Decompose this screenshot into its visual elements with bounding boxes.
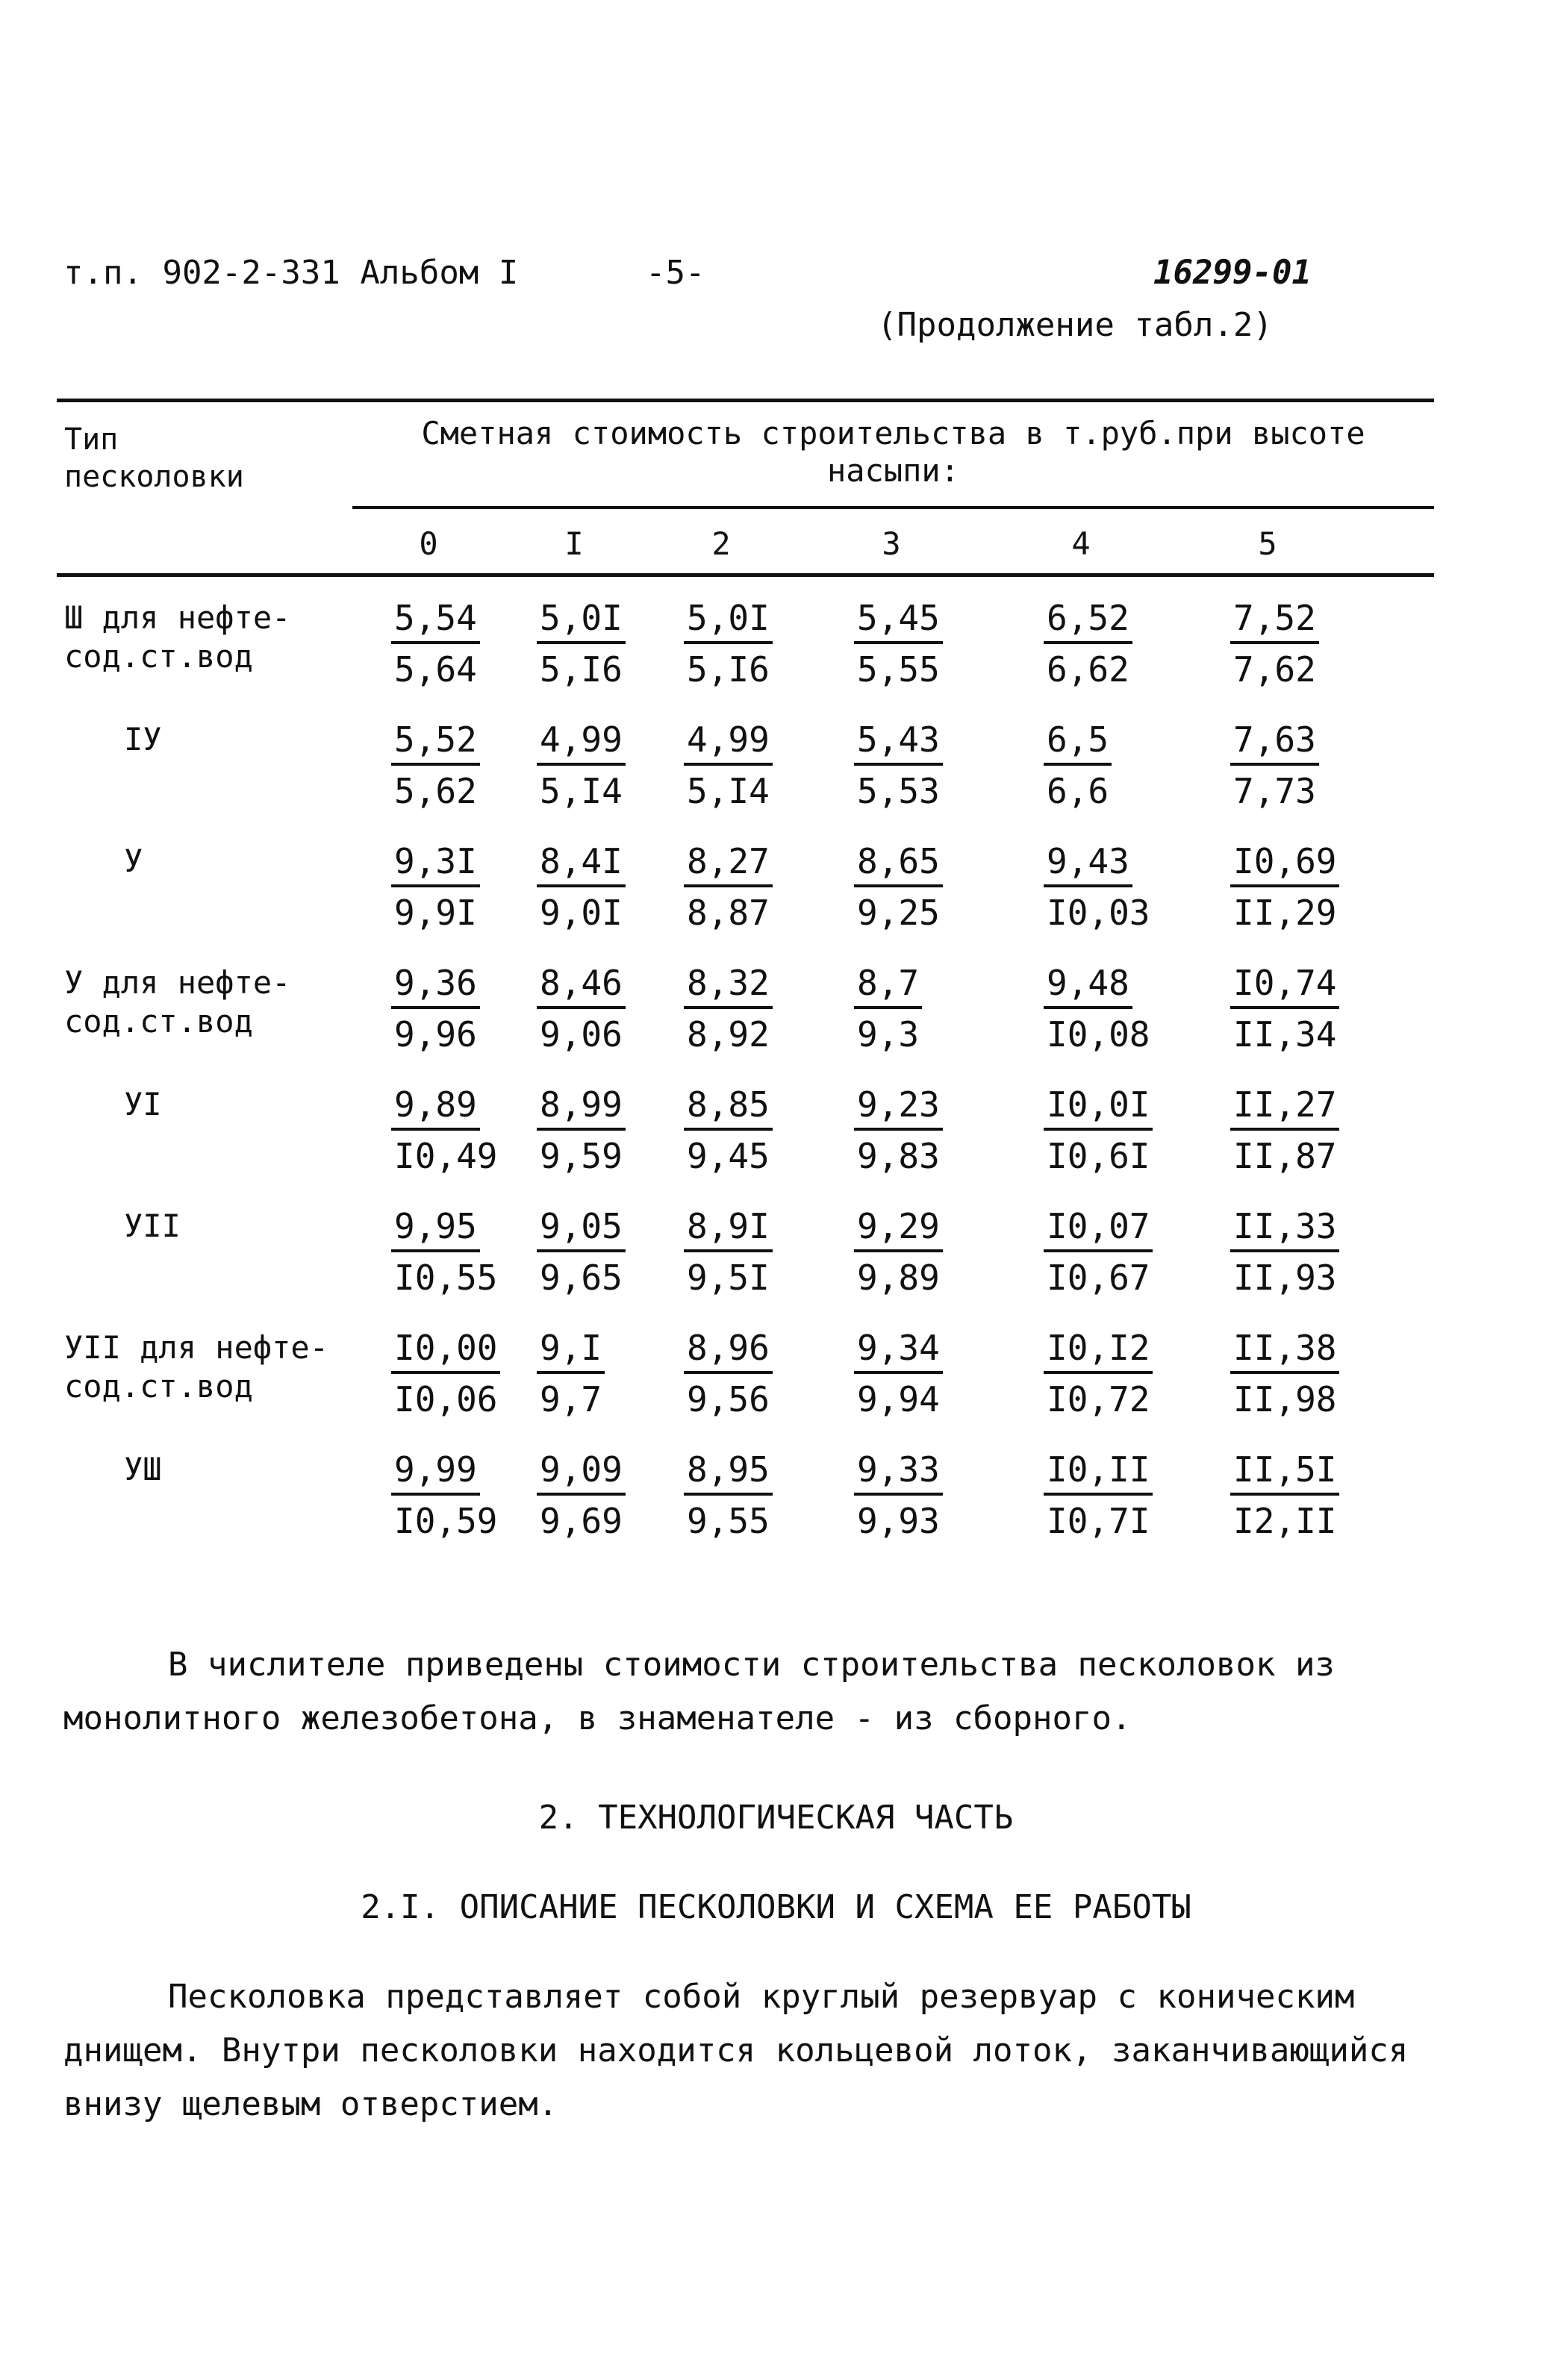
precast-cost: 9,9I [394, 893, 477, 933]
header-divider [352, 506, 1434, 509]
page-number: -5- [646, 254, 705, 292]
document-code: 16299-01 [1153, 254, 1312, 292]
table-row [57, 1201, 1434, 1320]
height-header-1: I [564, 525, 584, 562]
cost-cell [1230, 714, 1319, 816]
precast-cost: I0,49 [394, 1136, 498, 1176]
monolithic-cost: 9,95 [391, 1203, 480, 1252]
cost-cell [854, 1201, 943, 1303]
precast-cost: II,98 [1233, 1379, 1337, 1419]
cost-cell [684, 593, 773, 695]
precast-cost: 9,59 [540, 1136, 623, 1176]
precast-cost: II,87 [1233, 1136, 1337, 1176]
precast-cost: I0,08 [1047, 1014, 1150, 1055]
height-header-3: 3 [882, 525, 901, 562]
cost-cell [1230, 1201, 1339, 1303]
type-label: У [124, 843, 143, 879]
cost-cell [1230, 958, 1339, 1060]
album-reference: т.п. 902-2-331 Альбом I [63, 254, 519, 292]
section-title: 2. ТЕХНОЛОГИЧЕСКАЯ ЧАСТЬ [538, 1799, 1014, 1837]
monolithic-cost: 9,36 [391, 960, 480, 1009]
precast-cost: 9,3 [857, 1014, 920, 1055]
precast-cost: 8,92 [687, 1014, 770, 1055]
monolithic-cost: 9,34 [854, 1325, 943, 1374]
cost-cell [391, 714, 480, 816]
precast-cost: I0,7I [1047, 1501, 1150, 1541]
precast-cost: 9,7 [540, 1379, 602, 1419]
table-top-rule [57, 399, 1434, 402]
monolithic-cost: 8,96 [684, 1325, 773, 1374]
cost-cell [854, 714, 943, 816]
type-label: УШ [124, 1451, 162, 1487]
precast-cost: 9,94 [857, 1379, 940, 1419]
monolithic-cost: 4,99 [684, 716, 773, 766]
monolithic-cost: 8,32 [684, 960, 773, 1009]
monolithic-cost: 9,23 [854, 1081, 943, 1131]
cost-cell [391, 836, 480, 938]
page-header [63, 254, 1482, 351]
precast-cost: 9,96 [394, 1014, 477, 1055]
monolithic-cost: 9,89 [391, 1081, 480, 1131]
monolithic-cost: 6,52 [1044, 595, 1132, 644]
monolithic-cost: 5,0I [537, 595, 626, 644]
cost-cell [537, 593, 626, 695]
table-row [57, 1322, 1434, 1442]
cost-cell [391, 1201, 500, 1303]
monolithic-cost: 9,43 [1044, 838, 1132, 887]
monolithic-cost: 8,9I [684, 1203, 773, 1252]
height-header-4: 4 [1071, 525, 1091, 562]
precast-cost: 9,45 [687, 1136, 770, 1176]
cost-cell [1044, 1444, 1153, 1546]
cost-cell [854, 836, 943, 938]
precast-cost: 9,93 [857, 1501, 940, 1541]
precast-cost: 9,69 [540, 1501, 623, 1541]
precast-cost: I0,06 [394, 1379, 498, 1419]
monolithic-cost: 9,29 [854, 1203, 943, 1252]
precast-cost: I0,67 [1047, 1258, 1150, 1298]
cost-cell [537, 958, 626, 1060]
monolithic-cost: 8,65 [854, 838, 943, 887]
table-row [57, 593, 1434, 712]
precast-cost: 9,89 [857, 1258, 940, 1298]
monolithic-cost: 9,99 [391, 1446, 480, 1496]
monolithic-cost: 8,7 [854, 960, 922, 1009]
precast-cost: II,93 [1233, 1258, 1337, 1298]
table-row [57, 958, 1434, 1077]
monolithic-cost: 5,54 [391, 595, 480, 644]
cost-cell [1230, 1079, 1339, 1181]
precast-cost: 5,I4 [687, 771, 770, 811]
monolithic-cost: II,33 [1230, 1203, 1339, 1252]
monolithic-cost: I0,69 [1230, 838, 1339, 887]
cost-cell [1230, 1444, 1339, 1546]
precast-cost: I0,6I [1047, 1136, 1150, 1176]
cost-cell [684, 1201, 773, 1303]
cost-cell [391, 1322, 500, 1425]
table-row [57, 1079, 1434, 1199]
monolithic-cost: II,27 [1230, 1081, 1339, 1131]
cost-cell [1044, 1201, 1153, 1303]
type-label: УI [124, 1086, 162, 1122]
cost-cell [1230, 836, 1339, 938]
table-continuation: (Продолжение табл.2) [877, 306, 1273, 344]
header-bottom-rule [57, 573, 1434, 577]
type-label: Ш для нефте- сод.ст.вод [64, 599, 291, 675]
precast-cost: 8,87 [687, 893, 770, 933]
type-column-header: Тип песколовки [64, 422, 244, 494]
precast-cost: 5,I6 [687, 649, 770, 690]
monolithic-cost: 4,99 [537, 716, 626, 766]
monolithic-cost: 5,0I [684, 595, 773, 644]
precast-cost: 5,I4 [540, 771, 623, 811]
type-label: У для нефте- сод.ст.вод [64, 964, 291, 1040]
monolithic-cost: I0,I2 [1044, 1325, 1153, 1374]
monolithic-cost: 8,27 [684, 838, 773, 887]
cost-cell [854, 593, 943, 695]
cost-cell [854, 1322, 943, 1425]
monolithic-cost: 9,05 [537, 1203, 626, 1252]
monolithic-cost: 9,48 [1044, 960, 1132, 1009]
precast-cost: 9,06 [540, 1014, 623, 1055]
precast-cost: 9,55 [687, 1501, 770, 1541]
monolithic-cost: I0,II [1044, 1446, 1153, 1496]
precast-cost: II,34 [1233, 1014, 1337, 1055]
cost-cell [1044, 836, 1153, 938]
monolithic-cost: 7,63 [1230, 716, 1319, 766]
cost-cell [391, 593, 480, 695]
precast-cost: 7,62 [1233, 649, 1316, 690]
cost-cell [684, 714, 773, 816]
cost-column-header: Сметная стоимость строительства в т.руб.при высоте насыпи: [421, 415, 1365, 489]
monolithic-cost: I0,07 [1044, 1203, 1153, 1252]
precast-cost: I0,72 [1047, 1379, 1150, 1419]
table-note: В числителе приведены стоимости строительства песколовок из монолитного железобетона, в знаменателе - из сборного. [63, 1646, 1335, 1737]
precast-cost: 5,62 [394, 771, 477, 811]
precast-cost: II,29 [1233, 893, 1337, 933]
precast-cost: 5,53 [857, 771, 940, 811]
cost-cell [537, 1201, 626, 1303]
monolithic-cost: 8,46 [537, 960, 626, 1009]
cost-cell [537, 1322, 605, 1425]
monolithic-cost: 5,43 [854, 716, 943, 766]
precast-cost: I0,59 [394, 1501, 498, 1541]
cost-cell [1044, 958, 1153, 1060]
cost-cell [1044, 714, 1112, 816]
cost-cell [391, 1444, 500, 1546]
monolithic-cost: I0,00 [391, 1325, 500, 1374]
cost-cell [684, 1079, 773, 1181]
body-paragraph: Песколовка представляет собой круглый резервуар с коническим днищем. Внутри песколовки находится кольцевой лоток, заканчивающийся внизу щелевым отверстием. [63, 1978, 1409, 2123]
precast-cost: 5,I6 [540, 649, 623, 690]
precast-cost: 5,55 [857, 649, 940, 690]
precast-cost: 6,62 [1047, 649, 1129, 690]
cost-cell [1230, 593, 1319, 695]
cost-cell [537, 714, 626, 816]
precast-cost: 9,56 [687, 1379, 770, 1419]
subsection-title: 2.I. ОПИСАНИЕ ПЕСКОЛОВКИ И СХЕМА ЕЕ РАБОТЫ [361, 1888, 1191, 1926]
precast-cost: 9,65 [540, 1258, 623, 1298]
cost-cell [1230, 1322, 1339, 1425]
type-label: УII [124, 1208, 181, 1244]
height-header-0: 0 [419, 525, 438, 562]
precast-cost: I2,II [1233, 1501, 1337, 1541]
monolithic-cost: 9,09 [537, 1446, 626, 1496]
cost-cell [391, 1079, 500, 1181]
precast-cost: 6,6 [1047, 771, 1109, 811]
monolithic-cost: 8,95 [684, 1446, 773, 1496]
cost-cell [1044, 593, 1132, 695]
precast-cost: 7,73 [1233, 771, 1316, 811]
precast-cost: 9,25 [857, 893, 940, 933]
precast-cost: 9,83 [857, 1136, 940, 1176]
precast-cost: 5,64 [394, 649, 477, 690]
monolithic-cost: 5,52 [391, 716, 480, 766]
monolithic-cost: 5,45 [854, 595, 943, 644]
cost-cell [684, 836, 773, 938]
monolithic-cost: 6,5 [1044, 716, 1112, 766]
monolithic-cost: 8,99 [537, 1081, 626, 1131]
table-row [57, 714, 1434, 834]
monolithic-cost: 7,52 [1230, 595, 1319, 644]
monolithic-cost: 9,33 [854, 1446, 943, 1496]
monolithic-cost: II,38 [1230, 1325, 1339, 1374]
cost-cell [537, 836, 626, 938]
cost-cell [391, 958, 480, 1060]
monolithic-cost: I0,0I [1044, 1081, 1153, 1131]
precast-cost: 9,5I [687, 1258, 770, 1298]
cost-cell [854, 1079, 943, 1181]
precast-cost: I0,55 [394, 1258, 498, 1298]
cost-cell [684, 958, 773, 1060]
monolithic-cost: 9,I [537, 1325, 605, 1374]
cost-cell [1044, 1322, 1153, 1425]
monolithic-cost: 8,85 [684, 1081, 773, 1131]
cost-cell [537, 1079, 626, 1181]
table-row [57, 1444, 1434, 1564]
type-label: УII для нефте- сод.ст.вод [64, 1329, 329, 1405]
cost-cell [684, 1322, 773, 1425]
cost-cell [854, 958, 922, 1060]
cost-cell [537, 1444, 626, 1546]
cost-cell [684, 1444, 773, 1546]
type-label: IУ [124, 721, 162, 758]
cost-cell [1044, 1079, 1153, 1181]
monolithic-cost: 8,4I [537, 838, 626, 887]
cost-cell [854, 1444, 943, 1546]
monolithic-cost: I0,74 [1230, 960, 1339, 1009]
monolithic-cost: II,5I [1230, 1446, 1339, 1496]
precast-cost: I0,03 [1047, 893, 1150, 933]
height-header-5: 5 [1258, 525, 1277, 562]
precast-cost: 9,0I [540, 893, 623, 933]
monolithic-cost: 9,3I [391, 838, 480, 887]
table-row [57, 836, 1434, 955]
height-header-2: 2 [711, 525, 731, 562]
